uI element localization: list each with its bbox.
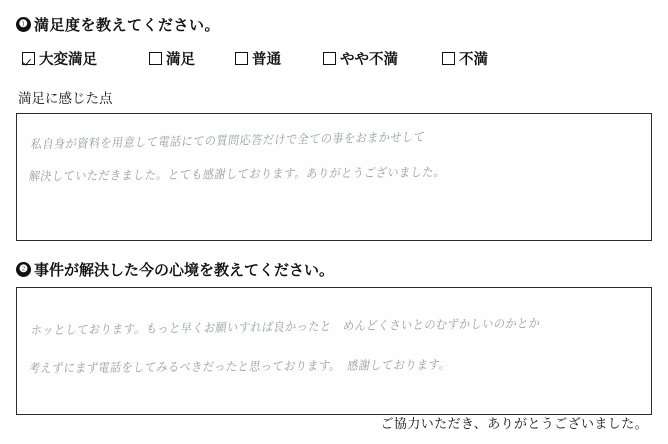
- choice-somewhat-dissatisfied[interactable]: [323, 48, 398, 69]
- satisfaction-reason-label: 満足に感じた点: [18, 91, 113, 106]
- question-1-heading: [16, 14, 652, 35]
- question-1-text: 満足度を教えてください。: [34, 17, 221, 34]
- choice-label: やや不満: [340, 52, 398, 68]
- checkbox-icon[interactable]: [323, 52, 336, 65]
- checkbox-checked-icon[interactable]: [22, 52, 35, 65]
- question-2-text: 事件が解決した今の心境を教えてください。: [34, 262, 335, 279]
- checkbox-icon[interactable]: [235, 52, 248, 65]
- satisfaction-choices: [22, 48, 652, 69]
- choice-satisfied[interactable]: [149, 48, 195, 69]
- checkbox-icon[interactable]: [442, 52, 455, 65]
- choice-very-satisfied[interactable]: [22, 48, 97, 69]
- choice-label: 不満: [459, 52, 488, 68]
- choice-dissatisfied[interactable]: [442, 48, 488, 69]
- footer-thanks-note: ご協力いただき、ありがとうございました。: [380, 416, 648, 431]
- handwritten-line: ホッとしております。もっと早くお願いすれば良かったと めんどくさいとのむずかしいのかとか: [29, 316, 542, 338]
- choice-label: 満足: [166, 52, 195, 68]
- handwritten-line: 考えずにまず電話をしてみるべきだったと思っております。 感謝しております。: [27, 357, 452, 376]
- choice-neutral[interactable]: [235, 48, 281, 69]
- answer-box-question-2[interactable]: [16, 287, 652, 415]
- question-1-number: ❶: [16, 17, 31, 32]
- handwritten-line: 私自身が資料を用意して電話にての質問応答だけで全ての事をおまかせして: [29, 129, 427, 152]
- question-2-heading: [16, 259, 652, 280]
- choice-label: 大変満足: [39, 52, 97, 68]
- checkbox-icon[interactable]: [149, 52, 162, 65]
- answer-box-question-1[interactable]: [16, 113, 652, 241]
- handwritten-line: 解決していただきました。とても感謝しております。ありがとうございました。: [27, 164, 447, 184]
- choice-label: 普通: [252, 52, 281, 68]
- question-2-number: ❷: [16, 262, 31, 277]
